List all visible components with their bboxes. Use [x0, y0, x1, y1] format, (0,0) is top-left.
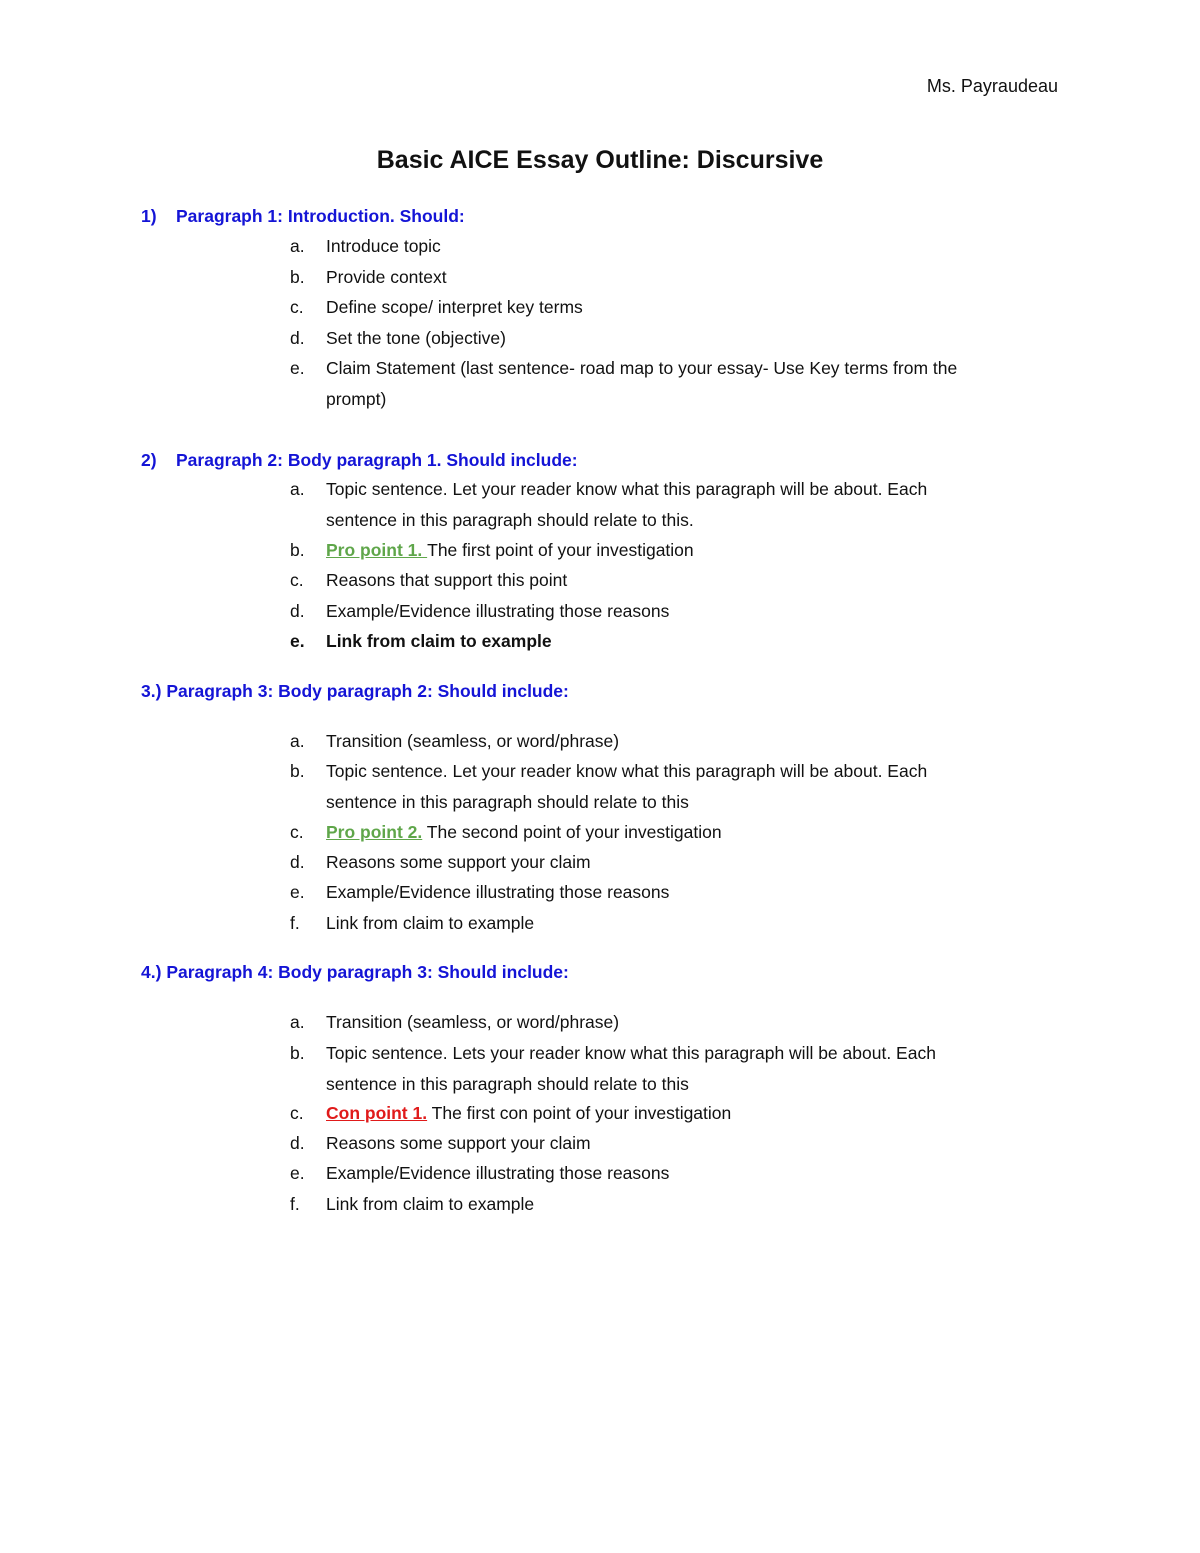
- list-item: d. Reasons some support your claim: [290, 852, 591, 872]
- list-item: c. Reasons that support this point: [290, 570, 568, 590]
- list-item: d. Example/Evidence illustrating those reasons: [290, 601, 670, 621]
- list-item: e. Link from claim to example: [290, 631, 552, 651]
- list-item: c. Con point 1. The first con point of your investigation: [290, 1103, 732, 1123]
- section-number: 3.): [141, 681, 162, 701]
- list-item: a. Transition (seamless, or word/phrase): [290, 731, 620, 751]
- section-number: 2): [141, 450, 157, 470]
- section-heading-text: Paragraph 2: Body paragraph 1. Should include:: [176, 450, 578, 470]
- list-item: e. Example/Evidence illustrating those reasons: [290, 882, 670, 902]
- list-item: b. Provide context: [290, 267, 447, 287]
- list-item: b. Pro point 1. The first point of your investigation: [290, 540, 694, 560]
- section-number: 4.): [141, 962, 162, 982]
- con-point-label: Con point 1.: [326, 1103, 428, 1123]
- list-item: e. Claim Statement (last sentence- road map to your essay- Use Key terms from the prompt): [290, 358, 958, 409]
- section-heading-text: Paragraph 1: Introduction. Should:: [176, 206, 465, 226]
- document-title: Basic AICE Essay Outline: Discursive: [376, 146, 824, 174]
- author-name: Ms. Payraudeau: [926, 76, 1058, 96]
- list-item: c. Define scope/ interpret key terms: [290, 297, 583, 317]
- list-item: f. Link from claim to example: [290, 1194, 535, 1214]
- list-item: c. Pro point 2. The second point of your investigation: [290, 822, 722, 842]
- section-4-heading: [141, 960, 569, 984]
- section-number: 1): [141, 206, 157, 226]
- section-heading-text: Paragraph 3: Body paragraph 2: Should include:: [166, 681, 569, 701]
- list-item: f. Link from claim to example: [290, 913, 535, 933]
- pro-point-label: Pro point 2.: [326, 822, 423, 842]
- section-3-heading: [141, 679, 569, 703]
- section-2-heading: [141, 448, 578, 472]
- list-item: a. Introduce topic: [290, 236, 441, 256]
- list-item: a. Topic sentence. Let your reader know what this paragraph will be about. Each sentence in this paragraph should relate to this.: [290, 479, 928, 530]
- section-1-heading: [141, 204, 465, 228]
- list-item: d. Reasons some support your claim: [290, 1133, 591, 1153]
- list-item: b. Topic sentence. Lets your reader know what this paragraph will be about. Each sentence in this paragraph should relate to this: [290, 1043, 936, 1094]
- list-item: a. Transition (seamless, or word/phrase): [290, 1012, 620, 1032]
- list-item: e. Example/Evidence illustrating those reasons: [290, 1163, 670, 1183]
- section-heading-text: Paragraph 4: Body paragraph 3: Should include:: [166, 962, 569, 982]
- list-item: b. Topic sentence. Let your reader know what this paragraph will be about. Each sentence in this paragraph should relate to this: [290, 761, 928, 812]
- list-item: d. Set the tone (objective): [290, 328, 506, 348]
- pro-point-label: Pro point 1.: [326, 540, 428, 560]
